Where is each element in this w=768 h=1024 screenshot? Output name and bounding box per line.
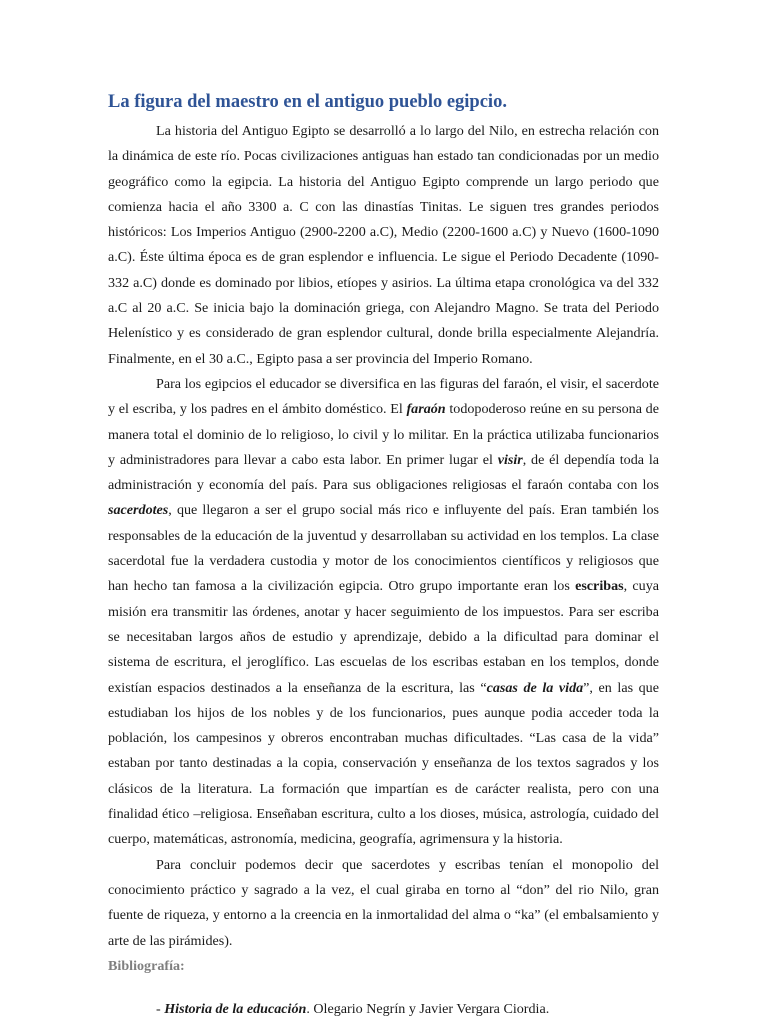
paragraph-text: , cuya misión era transmitir las órdenes, anotar y hacer seguimiento de los impuestos. Para ser escriba se necesitaban largos años de estudio y aprendizaje, debido a la dificultad para dominar el sistema de escritura, el jeroglífico. Las escuelas de los escribas estaban en los templos, donde existían espacios destinados a la enseñanza de la escritura, las “ — [108, 578, 659, 696]
paragraph-text: ”, en las que estudiaban los hijos de los nobles y de los funcionarios, pues aunque podia acceder toda la población, los campesinos y obreros encontraban muchas dificultades. “Las casa de la vida” estaban por tanto destinadas a la copia, conservación y enseñanza de los textos sagrados y los clásicos de la literatura. La formación que impartían es de carácter realista, pero con una finalidad ético –religiosa. Enseñaban escritura, culto a los dioses, música, astrología, cuidado del cuerpo, matemáticas, astronomía, medicina, geografía, agrimensura y la historia. — [108, 679, 659, 848]
paragraph-history: La historia del Antiguo Egipto se desarrolló a lo largo del Nilo, en estrecha relación con la dinámica de este río. Pocas civilizaciones antiguas han estado tan condicionadas por un medio geográfico como la egipcia. La historia del Antiguo Egipto comprende un largo periodo que comienza hacia el año 3300 a. C con las dinastías Tinitas. Le siguen tres grandes periodos históricos: Los Imperios Antiguo (2900-2200 a.C), Medio (2200-1600 a.C) y Nuevo (1600-1090 a.C). Éste última época es de gran esplendor e influencia. Le sigue el Periodo Decadente (1090-332 a.C) donde es dominado por libios, etíopes y asirios. La última etapa cronológica va del 332 a.C al 20 a.C. Se inicia bajo la dominación griega, con Alejandro Magno. Se trata del Periodo Helenístico y es considerado de gran esplendor cultural, donde brilla especialmente Alejandría. Finalmente, en el 30 a.C., Egipto pasa a ser provincia del Imperio Romano. — [108, 123, 659, 367]
emphasis-visir: visir — [497, 451, 523, 468]
paragraph-text: Para los egipcios el educador se diversifica en las figuras del faraón, el visir, el sacerdote y el escriba, y los padres en el ámbito doméstico. El — [108, 375, 659, 418]
paragraph-educators — [108, 372, 659, 853]
bibliography-entry — [156, 997, 659, 1022]
document-page — [108, 88, 659, 1022]
paragraph-text: , que llegaron a ser el grupo social más rico e influyente del país. Eran también los responsables de la educación de la juventud y desarrollaban su actividad en los templos. La clase sacerdotal fue la verdadera custodia y motor de los conocimientos científicos y religiosos que han hecho tan famosa a la civilización egipcia. Otro grupo importante eran los — [108, 502, 659, 595]
paragraph-conclusion: Para concluir podemos decir que sacerdotes y escribas tenían el monopolio del conocimiento práctico y sagrado a la vez, el cual giraba en torno al “don” del rio Nilo, gran fuente de riqueza, y entorno a la creencia en la inmortalidad del alma o “ka” (el embalsamiento y arte de las pirámides). — [108, 856, 659, 949]
bibliography-authors: . Olegario Negrín y Javier Vergara Ciordia. — [306, 1000, 550, 1017]
paragraph-text: todopoderoso reúne en su persona de manera total el dominio de lo religioso, lo civil y lo militar. En la práctica utilizaba funcionarios y administradores para llevar a cabo esta labor. En primer lugar el — [108, 401, 659, 468]
emphasis-casas-de-la-vida: casas de la vida — [486, 679, 584, 696]
emphasis-faraon: faraón — [406, 401, 446, 418]
bibliography-dash: - — [156, 1000, 165, 1017]
document-title: La figura del maestro en el antiguo pueblo egipcio. — [108, 92, 507, 112]
paragraph-text: , de él dependía toda la administración y economía del país. Para sus obligaciones religiosas el faraón contaba con los — [108, 451, 659, 494]
emphasis-sacerdotes: sacerdotes — [108, 502, 169, 519]
emphasis-escribas: escribas — [575, 578, 624, 595]
bibliography-heading: Bibliografía: — [108, 957, 185, 974]
bibliography-book-title: Historia de la educación — [164, 1000, 307, 1017]
